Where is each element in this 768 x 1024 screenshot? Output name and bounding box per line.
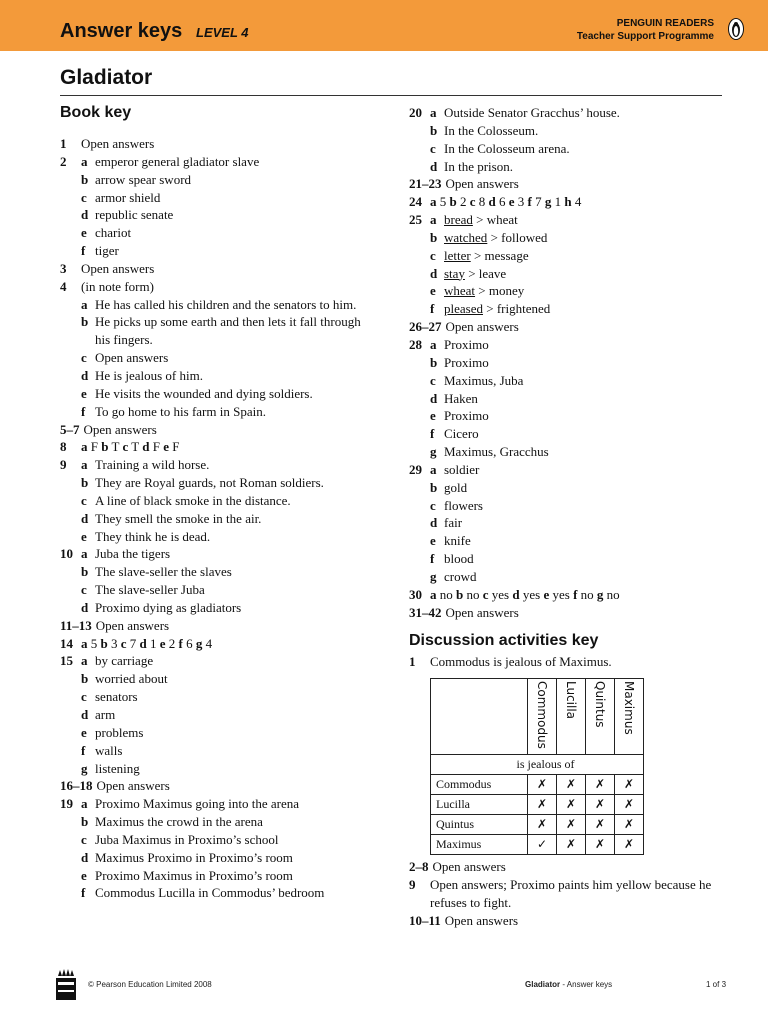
mark-cell: ✗ xyxy=(586,774,615,794)
answer-line xyxy=(60,760,390,778)
item-number: 14 xyxy=(60,635,73,651)
answer-line xyxy=(409,122,739,140)
item-letter: b xyxy=(430,354,438,370)
row-label: Quintus xyxy=(431,814,528,834)
mark-cell: ✗ xyxy=(586,794,615,814)
answer-line xyxy=(409,604,739,622)
answer-line xyxy=(409,390,739,408)
item-text: (in note form) xyxy=(81,278,154,294)
pearson-longman-logo-icon xyxy=(52,966,80,1002)
item-letter: e xyxy=(81,724,87,740)
answer-line xyxy=(409,876,739,894)
item-text: Open answers xyxy=(83,421,157,437)
answer-line xyxy=(60,313,390,331)
item-letter: c xyxy=(81,350,87,366)
answer-line xyxy=(409,550,739,568)
item-text: wheat > money xyxy=(444,283,525,299)
publisher-line1: PENGUIN READERS xyxy=(616,18,714,29)
discussion-after-lines xyxy=(409,858,739,929)
answer-line xyxy=(409,568,739,586)
item-text: gold xyxy=(444,479,468,495)
item-text: A line of black smoke in the distance. xyxy=(95,492,291,508)
answer-line xyxy=(60,670,390,688)
item-text: Open answers xyxy=(444,912,519,928)
item-text: Open answers xyxy=(445,604,519,620)
item-letter: c xyxy=(81,492,87,508)
item-text: Maximus, Juba xyxy=(444,372,524,388)
item-text: Commodus is jealous of Maximus. xyxy=(430,654,612,669)
book-key-heading: Book key xyxy=(60,104,132,121)
publisher-line2: Teacher Support Programme xyxy=(576,31,714,42)
answer-line xyxy=(60,189,390,207)
item-number: 1 xyxy=(60,136,67,151)
item-text: Open answers xyxy=(81,136,155,151)
item-text: a F b T c T d F e F xyxy=(81,439,180,455)
mark-cell: ✓ xyxy=(528,834,557,854)
item-letter: a xyxy=(81,296,88,312)
answer-line xyxy=(409,211,739,229)
item-letter: d xyxy=(81,367,89,383)
item-text: Juba Maximus in Proximo’s school xyxy=(95,831,279,847)
item-text: listening xyxy=(95,760,140,776)
item-number: 4 xyxy=(60,278,67,294)
table-subheader: is jealous of xyxy=(431,754,644,774)
answer-line xyxy=(409,858,739,876)
answer-line xyxy=(60,510,390,528)
item-text: a no b no c yes d yes e yes f no g no xyxy=(430,586,620,602)
item-letter: e xyxy=(81,385,87,401)
item-number: 16–18 xyxy=(60,778,93,794)
item-text: Commodus Lucilla in Commodus’ bedroom xyxy=(95,885,325,901)
item-letter: d xyxy=(81,510,89,526)
item-text: To go home to his farm in Spain. xyxy=(95,403,266,419)
item-letter: b xyxy=(430,122,438,138)
item-text: watched > followed xyxy=(444,229,548,245)
item-letter: a xyxy=(430,336,437,352)
item-letter: a xyxy=(430,105,437,120)
item-letter: a xyxy=(430,461,437,477)
item-letter: b xyxy=(81,671,89,687)
item-number: 30 xyxy=(409,586,422,602)
item-letter: a xyxy=(81,796,88,812)
table-row xyxy=(431,814,644,834)
item-number: 19 xyxy=(60,796,73,812)
header-bar xyxy=(0,0,768,51)
answer-line xyxy=(60,599,390,617)
item-letter: a xyxy=(430,212,437,228)
item-number: 28 xyxy=(409,336,422,352)
item-text: crowd xyxy=(444,568,477,584)
item-letter: d xyxy=(81,707,89,722)
item-text: arrow spear sword xyxy=(95,171,192,187)
item-letter: d xyxy=(81,207,89,223)
item-text: Proximo xyxy=(444,354,489,370)
item-letter: e xyxy=(430,408,436,424)
jealousy-table xyxy=(430,678,644,855)
item-text: The slave-seller Juba xyxy=(95,582,205,598)
item-letter: f xyxy=(81,885,86,901)
item-text: He is jealous of him. xyxy=(95,367,203,383)
mark-cell: ✗ xyxy=(586,814,615,834)
item-number: 3 xyxy=(60,260,67,276)
item-number: 9 xyxy=(60,457,67,473)
item-text: blood xyxy=(444,551,474,567)
item-letter: c xyxy=(81,831,87,847)
item-number: 2–8 xyxy=(409,859,429,874)
answer-line xyxy=(60,831,390,849)
answer-keys-title: Answer keys xyxy=(60,20,183,42)
row-label: Maximus xyxy=(431,834,528,854)
answer-line xyxy=(60,563,390,581)
item-text: Outside Senator Gracchus’ house. xyxy=(444,105,620,120)
answer-line xyxy=(60,421,390,439)
book-key-left-column xyxy=(60,135,390,902)
item-letter: e xyxy=(430,533,436,549)
book-key-right-column xyxy=(409,104,739,621)
answer-line xyxy=(409,372,739,390)
col-header-lucilla: Lucilla xyxy=(557,679,586,755)
item-letter: f xyxy=(430,301,435,317)
table-corner xyxy=(431,679,528,755)
answer-line xyxy=(60,724,390,742)
item-letter: e xyxy=(81,225,87,241)
copyright-text: © Pearson Education Limited 2008 xyxy=(88,980,212,989)
item-number: 20 xyxy=(409,105,422,120)
answer-line xyxy=(409,425,739,443)
answer-line xyxy=(409,265,739,283)
answer-line xyxy=(60,296,390,314)
item-text: They think he is dead. xyxy=(95,528,211,544)
item-number: 15 xyxy=(60,653,73,669)
answer-line xyxy=(60,367,390,385)
item-letter: c xyxy=(81,189,87,205)
item-letter: c xyxy=(430,372,436,388)
book-title: Gladiator xyxy=(60,66,153,89)
answer-line xyxy=(60,242,390,260)
item-text: Maximus Proximo in Proximo’s room xyxy=(95,849,293,865)
answer-line xyxy=(60,260,390,278)
item-text: Proximo Maximus going into the arena xyxy=(95,796,300,812)
answer-line xyxy=(60,403,390,421)
item-letter: b xyxy=(81,171,89,187)
answer-line xyxy=(409,140,739,158)
item-text: fair xyxy=(444,515,463,531)
item-letter: b xyxy=(430,479,438,495)
item-text: letter > message xyxy=(444,247,529,263)
item-text: flowers xyxy=(444,497,483,513)
answer-line xyxy=(409,104,739,122)
answer-line xyxy=(409,479,739,497)
answer-line xyxy=(60,492,390,510)
item-text: Haken xyxy=(444,390,478,406)
item-text: republic senate xyxy=(95,207,174,223)
penguin-logo-icon xyxy=(728,18,744,40)
answer-line xyxy=(409,912,739,930)
item-letter: e xyxy=(81,528,87,544)
answer-line xyxy=(60,706,390,724)
publisher-block xyxy=(577,17,714,43)
item-letter: f xyxy=(81,243,86,259)
answer-line xyxy=(60,581,390,599)
item-letter: b xyxy=(81,814,89,830)
answer-line xyxy=(409,586,739,604)
item-text: He visits the wounded and dying soldiers. xyxy=(95,385,313,401)
footer-title-suffix: - Answer keys xyxy=(560,980,613,989)
answer-line xyxy=(60,456,390,474)
answer-line xyxy=(409,247,739,265)
item-number: 8 xyxy=(60,439,67,455)
answer-line xyxy=(60,813,390,831)
answer-line xyxy=(409,461,739,479)
item-text: Juba the tigers xyxy=(95,546,171,562)
footer-doc-title xyxy=(525,980,612,989)
item-number: 26–27 xyxy=(409,319,442,335)
answer-line xyxy=(409,229,739,247)
item-text: He has called his children and the senators to him. xyxy=(95,296,357,312)
item-number: 10–11 xyxy=(409,912,441,928)
item-text: Proximo xyxy=(444,408,489,424)
answer-line xyxy=(409,318,739,336)
item-letter: f xyxy=(81,403,86,419)
row-label: Lucilla xyxy=(431,794,528,814)
item-text: The slave-seller the slaves xyxy=(95,564,232,580)
mark-cell: ✗ xyxy=(586,834,615,854)
item-number: 11–13 xyxy=(60,617,92,633)
item-text: stay > leave xyxy=(444,265,507,281)
item-letter: g xyxy=(81,760,88,776)
item-text: pleased > frightened xyxy=(444,301,551,317)
answer-line xyxy=(60,278,390,296)
mark-cell: ✗ xyxy=(528,794,557,814)
answer-line xyxy=(409,336,739,354)
item-letter: d xyxy=(430,265,438,281)
answer-line xyxy=(60,795,390,813)
answer-line xyxy=(409,193,739,211)
item-letter: b xyxy=(81,475,89,491)
mark-cell: ✗ xyxy=(528,774,557,794)
mark-cell: ✗ xyxy=(557,774,586,794)
item-text: Proximo xyxy=(444,336,489,352)
item-text: his fingers. xyxy=(95,332,153,348)
item-letter: d xyxy=(81,599,89,615)
item-number: 29 xyxy=(409,461,422,477)
item-letter: a xyxy=(81,457,88,473)
answer-line xyxy=(60,884,390,902)
item-text: Open answers xyxy=(95,617,170,633)
answer-line xyxy=(60,688,390,706)
item-text: They smell the smoke in the air. xyxy=(95,510,262,526)
answer-line xyxy=(409,532,739,550)
table-row xyxy=(431,834,644,854)
item-text: Maximus, Gracchus xyxy=(444,444,549,460)
answer-line xyxy=(60,528,390,546)
item-text: Open answers xyxy=(445,319,519,335)
item-text: problems xyxy=(95,724,144,740)
mark-cell: ✗ xyxy=(615,834,644,854)
answer-line xyxy=(409,407,739,425)
item-letter: f xyxy=(81,742,86,758)
level-label: LEVEL 4 xyxy=(196,25,249,40)
item-letter: d xyxy=(430,390,438,406)
item-text: Open answers xyxy=(432,859,506,874)
item-text: Proximo dying as gladiators xyxy=(95,599,242,615)
item-number: 24 xyxy=(409,194,422,210)
table-row xyxy=(431,794,644,814)
answer-line xyxy=(409,175,739,193)
item-text: They are Royal guards, not Roman soldiers. xyxy=(95,475,324,491)
answer-line xyxy=(60,617,390,635)
item-number: 10 xyxy=(60,546,73,562)
item-number: 25 xyxy=(409,212,422,228)
answer-line xyxy=(60,135,390,153)
item-text: tiger xyxy=(95,243,119,259)
footer-title-bold: Gladiator xyxy=(525,980,561,989)
item-letter: d xyxy=(430,158,438,174)
item-text: Training a wild horse. xyxy=(95,457,210,473)
answer-line xyxy=(409,514,739,532)
answer-line xyxy=(409,300,739,318)
answer-line xyxy=(409,282,739,300)
item-letter: d xyxy=(430,515,438,531)
answer-line xyxy=(60,867,390,885)
item-text: emperor general gladiator slave xyxy=(95,153,260,169)
item-text: knife xyxy=(444,533,471,549)
answer-line xyxy=(60,474,390,492)
answer-line xyxy=(60,742,390,760)
item-letter: c xyxy=(430,247,436,263)
item-letter: f xyxy=(430,551,435,567)
item-text: Open answers xyxy=(445,176,519,192)
item-number: 2 xyxy=(60,153,67,169)
item-letter: b xyxy=(81,314,89,330)
title-divider xyxy=(60,95,722,96)
item-text: senators xyxy=(95,689,138,705)
item-text: soldier xyxy=(444,461,480,477)
mark-cell: ✗ xyxy=(557,794,586,814)
item-number: 21–23 xyxy=(409,176,442,192)
answer-line xyxy=(409,443,739,461)
answer-line xyxy=(60,331,390,349)
answer-line xyxy=(60,849,390,867)
item-text: refuses to fight. xyxy=(430,894,512,910)
mark-cell: ✗ xyxy=(615,814,644,834)
item-letter: f xyxy=(430,426,435,442)
item-text: Maximus the crowd in the arena xyxy=(95,814,263,830)
answer-line xyxy=(409,158,739,176)
discussion-line-1 xyxy=(409,653,612,671)
item-letter: c xyxy=(430,497,436,513)
item-text: Open answers xyxy=(81,260,155,276)
answer-line xyxy=(60,349,390,367)
item-number: 31–42 xyxy=(409,604,442,620)
item-letter: b xyxy=(430,229,438,245)
item-letter: a xyxy=(81,653,88,669)
row-label: Commodus xyxy=(431,774,528,794)
item-letter: g xyxy=(430,444,437,460)
item-text: by carriage xyxy=(95,653,154,669)
answer-line xyxy=(409,354,739,372)
item-text: In the Colosseum. xyxy=(444,122,539,138)
mark-cell: ✗ xyxy=(615,774,644,794)
item-letter: a xyxy=(81,153,88,169)
discussion-heading: Discussion activities key xyxy=(409,632,599,649)
table-row xyxy=(431,774,644,794)
item-text: chariot xyxy=(95,225,132,241)
mark-cell: ✗ xyxy=(557,814,586,834)
answer-line xyxy=(60,635,390,653)
answer-line xyxy=(409,894,739,912)
answer-line xyxy=(409,497,739,515)
item-text: In the prison. xyxy=(444,158,513,174)
item-text: worried about xyxy=(95,671,168,687)
answer-line xyxy=(60,224,390,242)
answer-line xyxy=(60,153,390,171)
page-number: 1 of 3 xyxy=(706,980,727,989)
mark-cell: ✗ xyxy=(557,834,586,854)
item-number: 1 xyxy=(409,654,416,669)
item-text: In the Colosseum arena. xyxy=(444,140,570,156)
answer-line xyxy=(60,171,390,189)
item-text: He picks up some earth and then lets it fall through xyxy=(95,314,361,330)
item-text: Open answers xyxy=(96,778,170,794)
mark-cell: ✗ xyxy=(528,814,557,834)
item-text: Proximo Maximus in Proximo’s room xyxy=(95,867,293,883)
item-number: 9 xyxy=(409,876,416,892)
item-letter: c xyxy=(430,140,436,156)
answer-line xyxy=(60,545,390,563)
item-text: Open answers; Proximo paints him yellow because he xyxy=(430,876,712,892)
item-text: armor shield xyxy=(95,189,161,205)
item-letter: g xyxy=(430,568,437,584)
item-text: Cicero xyxy=(444,426,479,442)
col-header-commodus: Commodus xyxy=(528,679,557,755)
item-letter: c xyxy=(81,582,87,598)
answer-line xyxy=(60,438,390,456)
col-header-quintus: Quintus xyxy=(586,679,615,755)
item-text: walls xyxy=(95,742,123,758)
item-text: arm xyxy=(95,707,116,722)
item-text: a 5 b 2 c 8 d 6 e 3 f 7 g 1 h 4 xyxy=(430,194,582,210)
answer-line xyxy=(60,652,390,670)
item-letter: d xyxy=(81,849,89,865)
item-letter: a xyxy=(81,546,88,562)
item-text: a 5 b 3 c 7 d 1 e 2 f 6 g 4 xyxy=(81,635,213,651)
answer-line xyxy=(60,777,390,795)
item-text: Open answers xyxy=(95,350,169,366)
mark-cell: ✗ xyxy=(615,794,644,814)
answer-line xyxy=(60,206,390,224)
item-letter: c xyxy=(81,689,87,705)
item-letter: e xyxy=(81,867,87,883)
item-text: bread > wheat xyxy=(444,212,518,228)
item-letter: e xyxy=(430,283,436,299)
item-letter: b xyxy=(81,564,89,580)
col-header-maximus: Maximus xyxy=(615,679,644,755)
answer-line xyxy=(60,385,390,403)
item-number: 5–7 xyxy=(60,421,80,437)
